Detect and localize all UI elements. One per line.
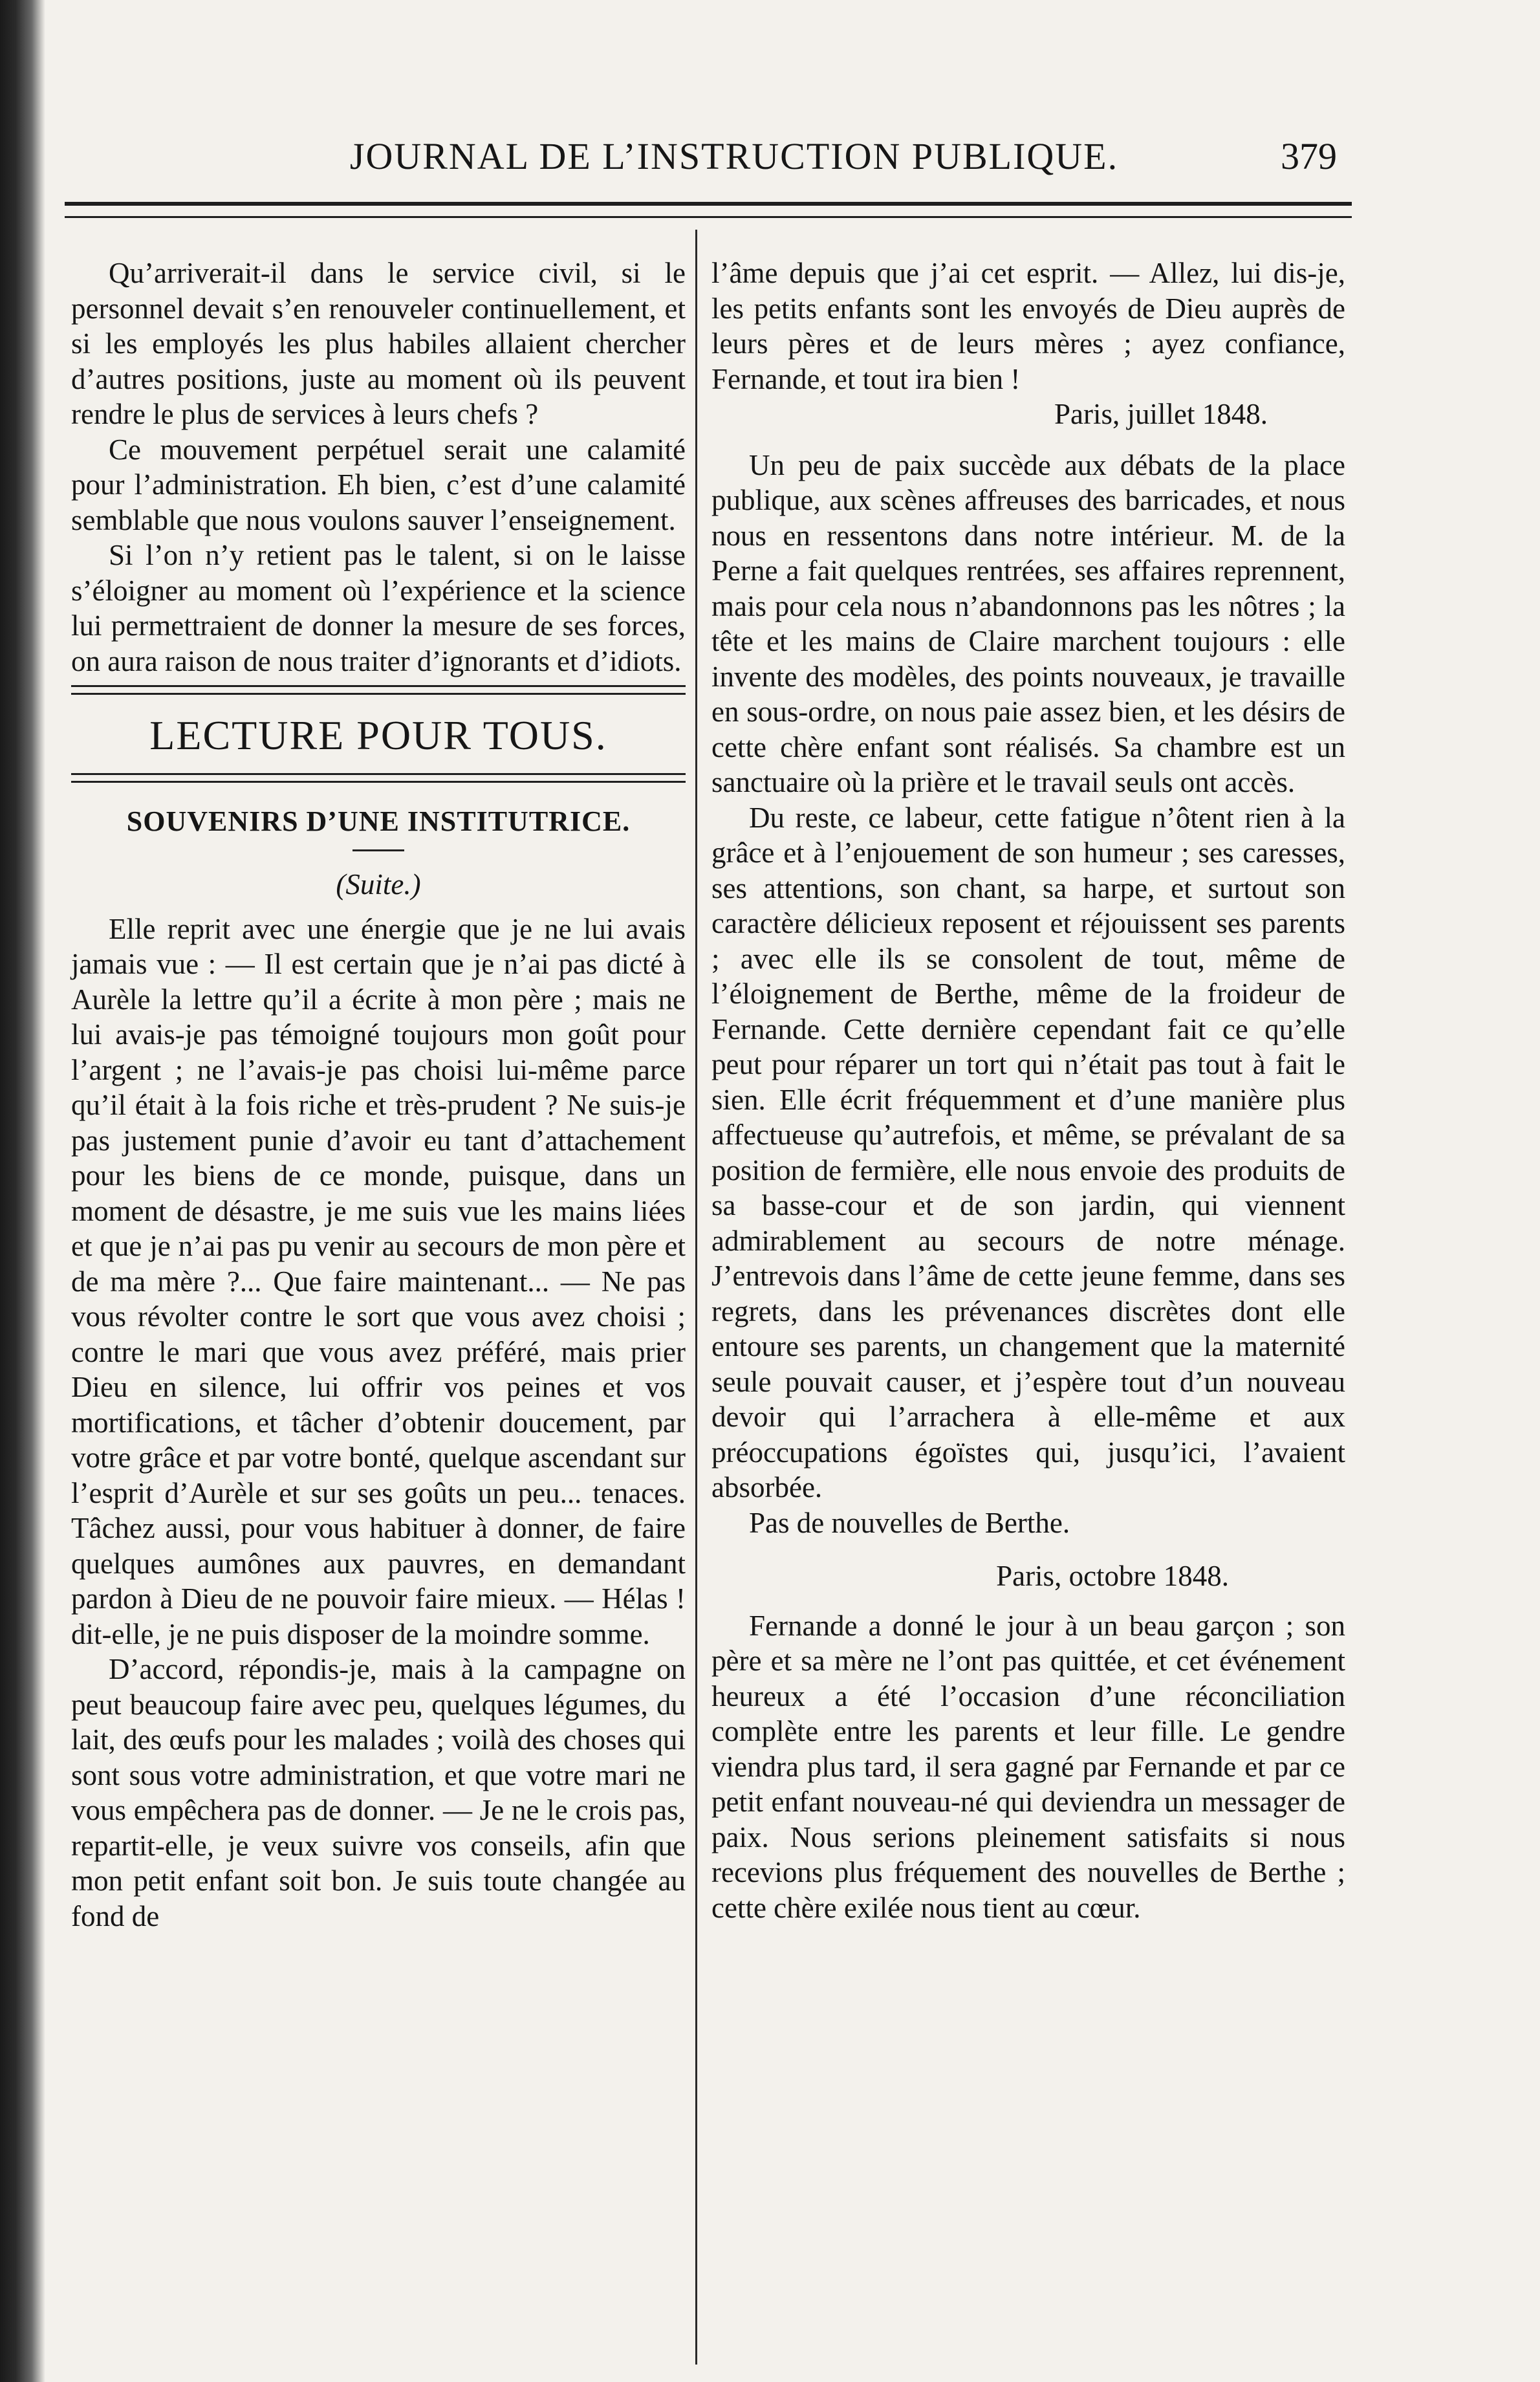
header-rule-thin [65, 216, 1352, 218]
story-paragraph: Elle reprit avec une énergie que je ne lui avais jamais vue : — Il est certain que je n’ai pas dicté à Aurèle la lettre qu’il a écrite à mon père ; mais ne lui avais-je pas témoigné toujours mon goût pour l’argent ; ne l’avais-je pas choisi lui-même parce qu’il était à la fois riche et très-prudent ? Ne suis-je pas justement punie d’avoir eu tant d’attachement pour les biens de ce monde, puisque, dans un moment de désastre, je me suis vue les mains liées et que je n’ai pas pu venir au secours de mon père et de ma mère ?... Que faire maintenant... — Ne pas vous révolter contre le sort que vous avez choisi ; contre le mari que vous avez préféré, mais prier Dieu en silence, lui offrir vos peines et vos mortifications, et tâcher d’obtenir doucement, par votre grâce et par votre bonté, quelque ascendant sur l’esprit d’Aurèle et sur ses goûts un peu... tenaces. Tâchez aussi, pour vous habituer à donner, de faire quelques aumônes aux pauvres, en demandant pardon à Dieu de ne pouvoir faire mieux. — Hélas ! dit-elle, je ne puis disposer de la moindre somme. [71, 912, 686, 1650]
intro-paragraph: Si l’on n’y retient pas le talent, si on le laisse s’éloigner au moment où l’expérience et la science lui permettraient de donner la mesure de ses forces, on aura raison de nous traiter d’ignorants et d’idiots. [71, 539, 686, 677]
body-paragraph: Pas de nouvelles de Berthe. [749, 1506, 1070, 1539]
left-column [71, 256, 686, 1934]
article-title: SOUVENIRS D’UNE INSTITUTRICE. [126, 805, 631, 837]
intro-paragraph: Qu’arriverait-il dans le service civil, si le personnel devait s’en renouveler continuellement, et si les employés les plus habiles allaient chercher d’autres positions, juste au moment où ils peuvent rendre le plus de services à leurs chefs ? [71, 257, 686, 430]
page-number: 379 [1281, 135, 1337, 177]
right-column [711, 256, 1345, 1925]
body-paragraph: Un peu de paix succède aux débats de la place publique, aux scènes affreuses des barricades, et nous nous en ressentons dans notre intérieur. M. de la Perne a fait quelques rentrées, ses affaires reprennent, mais pour cela nous n’abandonnons pas les nôtres ; la tête et les mains de Claire marchent toujours : elle invente des modèles, des points nouveaux, je travaille en sous-ordre, on nous paie assez bien, et les désirs de cette chère enfant sont réalisés. Sa chambre est un sanctuaire où la prière et le travail seuls ont accès. [711, 448, 1345, 798]
body-paragraph: Fernande a donné le jour à un beau garçon ; son père et sa mère ne l’ont pas quittée, et cet événement heureux a été l’occasion d’une réconciliation complète entre les parents et leur fille. Le gendre viendra plus tard, il sera gagné par Fernande et par ce petit enfant nouveau-né qui deviendra un messager de paix. Nous serions pleinement satisfaits si nous recevions plus fréquement des nouvelles de Berthe ; cette chère exilée nous tient au cœur. [711, 1609, 1345, 1924]
dateline-october: Paris, octobre 1848. [996, 1560, 1229, 1592]
section-title: LECTURE POUR TOUS. [149, 712, 607, 758]
binding-edge-shadow [0, 0, 45, 2382]
suite-label: (Suite.) [336, 868, 421, 901]
dateline-july: Paris, juillet 1848. [1054, 398, 1268, 430]
continued-paragraph: l’âme depuis que j’ai cet esprit. — Allez, lui dis-je, les petits enfants sont les envoyés de Dieu auprès de leurs pères et de leurs mères ; ayez confiance, Fernande, et tout ira bien ! [711, 257, 1345, 395]
story-paragraph: D’accord, répondis-je, mais à la campagne on peut beaucoup faire avec peu, quelques légumes, du lait, des œufs pour les malades ; voilà des choses qui sont sous votre administration, et que votre mari ne vous empêchera pas de donner. — Je ne le crois pas, repartit-elle, je veux suivre vos conseils, afin que mon petit enfant soit bon. Je suis toute changée au fond de [71, 1653, 686, 1932]
body-paragraph: Du reste, ce labeur, cette fatigue n’ôtent rien à la grâce et à l’enjouement de son humeur ; ses caresses, ses attentions, son chant, sa harpe, et surtout son caractère délicieux reposent et réjouissent ses parents ; avec elle ils se consolent de tout, même de l’éloignement de Berthe, même de la froideur de Fernande. Cette dernière cependant fait ce qu’elle peut pour réparer un tort qui n’était pas tout à fait le sien. Elle écrit fréquemment et d’une manière plus affectueuse qu’autrefois, et même, se prévalant de sa position de fermière, elle nous envoie des produits de sa basse-cour et de son jardin, qui viennent admirablement au secours de notre ménage. J’entrevois dans l’âme de cette jeune femme, dans ses regrets, dans les prévenances discrètes dont elle entoure ses parents, un changement que la maternité seule pouvait causer, et j’espère tout d’un nouveau devoir qui l’arrachera à elle-même et aux préoccupations égoïstes qui, jusqu’ici, l’avaient absorbée. [711, 801, 1345, 1503]
header-rule-thick [65, 202, 1352, 206]
running-title: JOURNAL DE L’INSTRUCTION PUBLIQUE. [349, 135, 1119, 177]
intro-paragraph: Ce mouvement perpétuel serait une calamité pour l’administration. Eh bien, c’est d’une calamité semblable que nous voulons sauver l’enseignement. [71, 433, 686, 536]
section-rule-bottom [71, 773, 686, 785]
column-divider [695, 230, 697, 2365]
article-title-rule [352, 849, 404, 851]
section-rule-top [71, 685, 686, 697]
